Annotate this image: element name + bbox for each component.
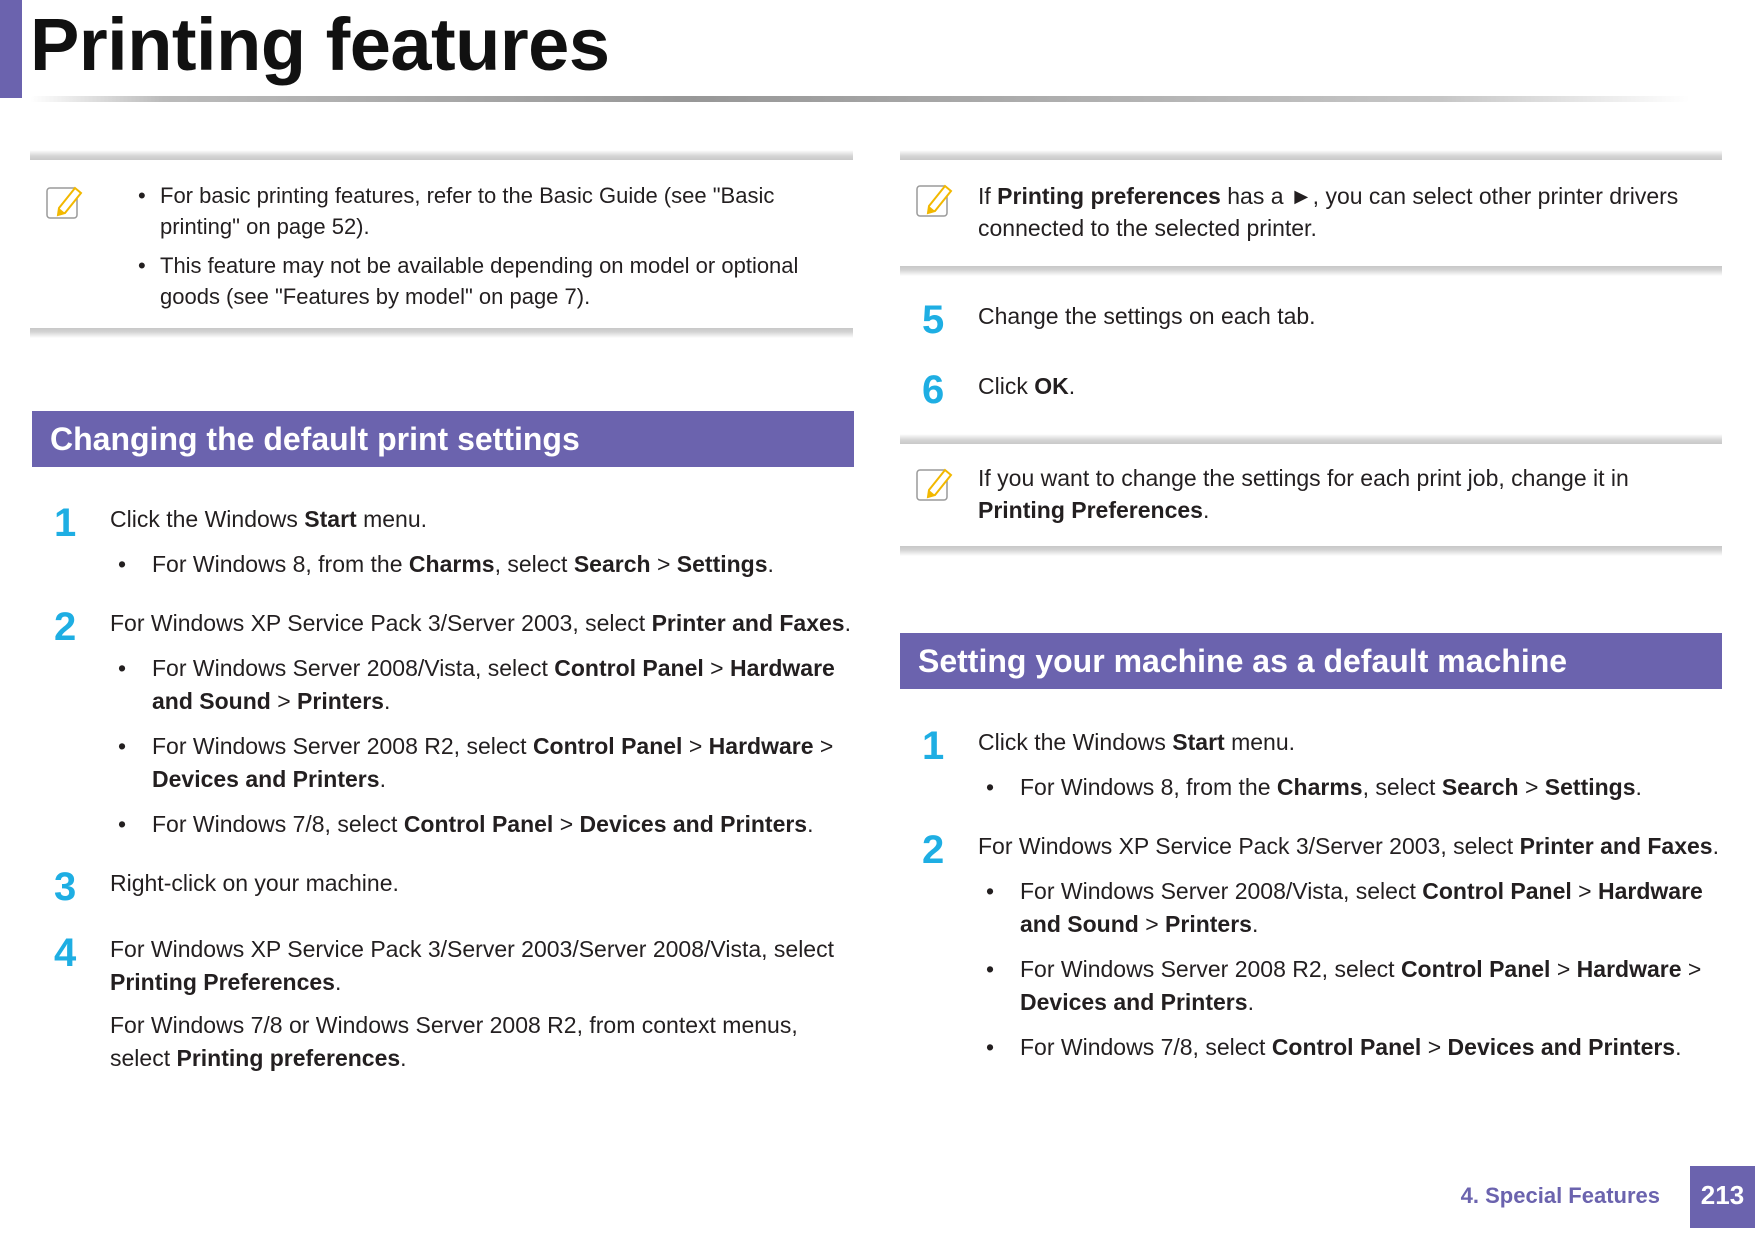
step-number: 1 xyxy=(54,501,77,545)
step-3: 3 Right-click on your machine. xyxy=(32,867,854,907)
right-note-2: If you want to change the settings for each print job, change it in Printing Preferences. xyxy=(900,434,1722,556)
sub-item: • For Windows 7/8, select Control Panel > Devices and Printers. xyxy=(986,1034,1682,1060)
step-number: 6 xyxy=(922,368,945,412)
step-5: 5 Change the settings on each tab. xyxy=(900,300,1722,340)
page-number: 213 xyxy=(1690,1166,1755,1228)
step-number: 2 xyxy=(922,828,945,872)
page-title: Printing features xyxy=(30,3,610,86)
note-top-band xyxy=(30,150,853,160)
step-number: 4 xyxy=(54,931,77,975)
title-rule xyxy=(30,96,1690,102)
section-heading: Setting your machine as a default machine xyxy=(900,633,1722,689)
title-accent-bar xyxy=(0,0,22,98)
note-pencil-icon xyxy=(915,180,955,220)
section1-steps xyxy=(32,503,854,1075)
step-number: 5 xyxy=(922,298,945,342)
section2-steps xyxy=(900,726,1722,1064)
step-2: 2 For Windows XP Service Pack 3/Server 2003, select Printer and Faxes. • For Windows Server 2008/Vista, select Control Panel > Hardware and Sound > Printers. • For Windows Server 2008 R2, select Control Panel > Hardware > Devices and Printers. • For Windows 7/8, select Control Panel > Devices and Printers. xyxy=(900,830,1722,1064)
footer-chapter-label: 4. Special Features xyxy=(1460,1183,1660,1208)
note-pencil-icon xyxy=(915,464,955,504)
note-pencil-icon xyxy=(45,182,85,222)
right-note-1: If Printing preferences has a ►, you can select other printer drivers connected to the selected printer. xyxy=(900,150,1722,276)
section-heading: Changing the default print settings xyxy=(32,411,854,467)
section-changing-defaults xyxy=(32,411,854,467)
note-item: • For basic printing features, refer to the Basic Guide (see "Basic printing" on page 52). xyxy=(138,183,775,239)
section-default-machine xyxy=(900,633,1722,689)
note-item: • This feature may not be available depending on model or optional goods (see "Features by model" on page 7). xyxy=(138,253,799,309)
note-bottom-band xyxy=(30,328,853,338)
steps-continued xyxy=(900,300,1722,410)
step-number: 3 xyxy=(54,865,77,909)
sub-item: • For Windows 7/8, select Control Panel > Devices and Printers. xyxy=(118,811,814,837)
step-number: 1 xyxy=(922,724,945,768)
sub-item: • For Windows Server 2008 R2, select Control Panel > Hardware > Devices and Printers. xyxy=(118,733,834,792)
step-number: 2 xyxy=(54,605,77,649)
step-1: 1 Click the Windows Start menu. • For Windows 8, from the Charms, select Search > Settings. xyxy=(900,726,1722,804)
basic-guide-link[interactable]: Basic Guide (see xyxy=(539,183,707,208)
step-1: 1 Click the Windows Start menu. • For Windows 8, from the Charms, select Search > Settings. xyxy=(32,503,854,581)
step-4: 4 For Windows XP Service Pack 3/Server 2003/Server 2008/Vista, select Printing Preferences. For Windows 7/8 or Windows Server 2008 R2, from context menus, select Printing preferences. xyxy=(32,933,854,1075)
step-2: 2 For Windows XP Service Pack 3/Server 2003, select Printer and Faxes. • For Windows Server 2008/Vista, select Control Panel > Hardware and Sound > Printers. • For Windows Server 2008 R2, select Control Panel > Hardware > Devices and Printers. • For Windows 7/8, select Control Panel > Devices and Printers. xyxy=(32,607,854,841)
sub-item: • For Windows Server 2008/Vista, select Control Panel > Hardware and Sound > Printers. xyxy=(118,655,835,714)
sub-item: • For Windows 8, from the Charms, select Search > Settings. xyxy=(118,551,774,577)
step-6: 6 Click OK. xyxy=(900,370,1722,410)
sub-item: • For Windows Server 2008 R2, select Control Panel > Hardware > Devices and Printers. xyxy=(986,956,1702,1015)
sub-item: • For Windows 8, from the Charms, select Search > Settings. xyxy=(986,774,1642,800)
sub-item: • For Windows Server 2008/Vista, select Control Panel > Hardware and Sound > Printers. xyxy=(986,878,1703,937)
left-note xyxy=(30,150,853,338)
